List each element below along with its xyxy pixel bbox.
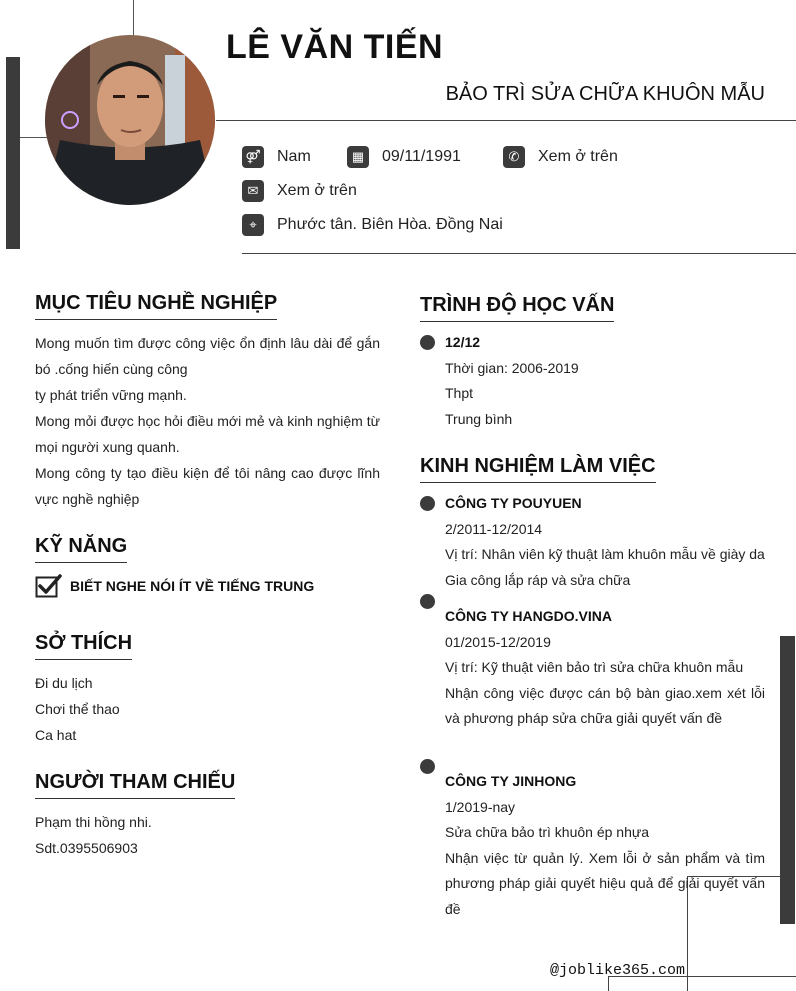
job-title: BẢO TRÌ SỬA CHỮA KHUÔN MẪU: [445, 83, 765, 105]
references-text: [35, 809, 380, 861]
company-name: CÔNG TY POUYUEN: [445, 495, 582, 511]
hobbies-title: SỞ THÍCH: [35, 632, 132, 660]
objective-text: [35, 330, 380, 512]
experience-entry: [445, 491, 765, 593]
hobby-item: Đi du lịch: [35, 675, 93, 691]
work-detail: Sửa chữa bảo trì khuôn ép nhựa: [445, 824, 650, 840]
work-detail: Gia công lắp ráp và sửa chữa: [445, 571, 631, 588]
birthday-value: 09/11/1991: [382, 148, 461, 165]
email-info: [242, 180, 357, 202]
calendar-icon: ▦: [347, 146, 369, 168]
header-divider-top: [216, 120, 796, 121]
timeline-bullet: [420, 594, 435, 609]
education-title: TRÌNH ĐỘ HỌC VẤN: [420, 294, 614, 322]
checkbox-icon: [35, 574, 62, 598]
header-divider-bottom: [242, 253, 796, 254]
skill-label: BIẾT NGHE NÓI ÍT VỀ TIẾNG TRUNG: [70, 578, 315, 594]
skills-title: KỸ NĂNG: [35, 535, 127, 563]
phone-value: Xem ở trên: [538, 148, 618, 165]
references-title: NGƯỜI THAM CHIẾU: [35, 771, 235, 799]
work-period: 01/2015-12/2019: [445, 633, 551, 650]
candidate-name: LÊ VĂN TIẾN: [226, 28, 444, 66]
education-school: Thpt: [445, 385, 474, 401]
left-decor-bar: [6, 57, 20, 249]
address-info: [242, 214, 503, 236]
skill-item: [35, 574, 314, 598]
decor-line: [20, 137, 50, 138]
email-value: Xem ở trên: [277, 182, 357, 199]
work-period: 2/2011-12/2014: [445, 520, 543, 537]
timeline-bullet: [420, 335, 435, 350]
timeline-bullet: [420, 496, 435, 511]
reference-line: Sdt.0395506903: [35, 840, 138, 856]
reference-line: Phạm thi hồng nhi.: [35, 814, 152, 830]
work-detail: Vị trí: Kỹ thuật viên bảo trì sửa chữa khuôn mẫu: [445, 659, 744, 675]
education-entry: [445, 330, 765, 432]
gender-icon: ⚤: [242, 146, 264, 168]
hobby-item: Chơi thể thao: [35, 701, 120, 717]
education-time: Thời gian: 2006-2019: [445, 359, 579, 376]
avatar: [45, 35, 215, 205]
location-icon: ⌖: [242, 214, 264, 236]
right-decor-bar: [780, 636, 795, 924]
birthday-info: [347, 146, 461, 168]
watermark: @joblike365.com: [550, 962, 686, 979]
hobby-item: Ca hat: [35, 727, 77, 743]
timeline-bullet: [420, 759, 435, 774]
company-name: CÔNG TY JINHONG: [445, 773, 577, 789]
objective-line: Mong muốn tìm được công việc ổn định lâu dài để gắn bó .cống hiến cùng công: [35, 335, 380, 377]
work-period: 1/2019-nay: [445, 798, 516, 815]
objective-line: ty phát triển vững mạnh.: [35, 387, 187, 403]
address-value: Phước tân. Biên Hòa. Đồng Nai: [277, 216, 503, 233]
gender-value: Nam: [277, 148, 311, 165]
objective-title: MỤC TIÊU NGHỀ NGHIỆP: [35, 292, 277, 320]
work-detail: Nhận việc từ quản lý. Xem lỗi ở sản phẩm và tìm phương pháp giải quyết hiệu quả để giải quyết vấn đề: [445, 849, 765, 917]
work-detail: Nhận công việc được cán bộ bàn giao.xem xét lỗi và phương pháp sửa chữa giải quyết vấn đề: [445, 684, 765, 726]
phone-info: [503, 146, 618, 168]
experience-entry: [445, 769, 765, 922]
education-grade: Trung bình: [445, 410, 513, 427]
decor-line: [133, 0, 134, 38]
company-name: CÔNG TY HANGDO.VINA: [445, 608, 612, 624]
gender-info: [242, 146, 311, 168]
phone-icon: ✆: [503, 146, 525, 168]
email-icon: ✉: [242, 180, 264, 202]
objective-line: Mong công ty tạo điều kiện để tôi nâng cao được lĩnh vực nghề nghiệp: [35, 465, 380, 507]
experience-entry: [445, 604, 765, 732]
work-detail: Vị trí: Nhân viên kỹ thuật làm khuôn mẫu về giày da: [445, 546, 765, 562]
experience-title: KINH NGHIỆM LÀM VIỆC: [420, 455, 656, 483]
objective-line: Mong mỏi được học hỏi điều mới mẻ và kinh nghiệm từ mọi người xung quanh.: [35, 413, 380, 455]
hobbies-list: [35, 670, 380, 748]
education-name: 12/12: [445, 334, 481, 350]
